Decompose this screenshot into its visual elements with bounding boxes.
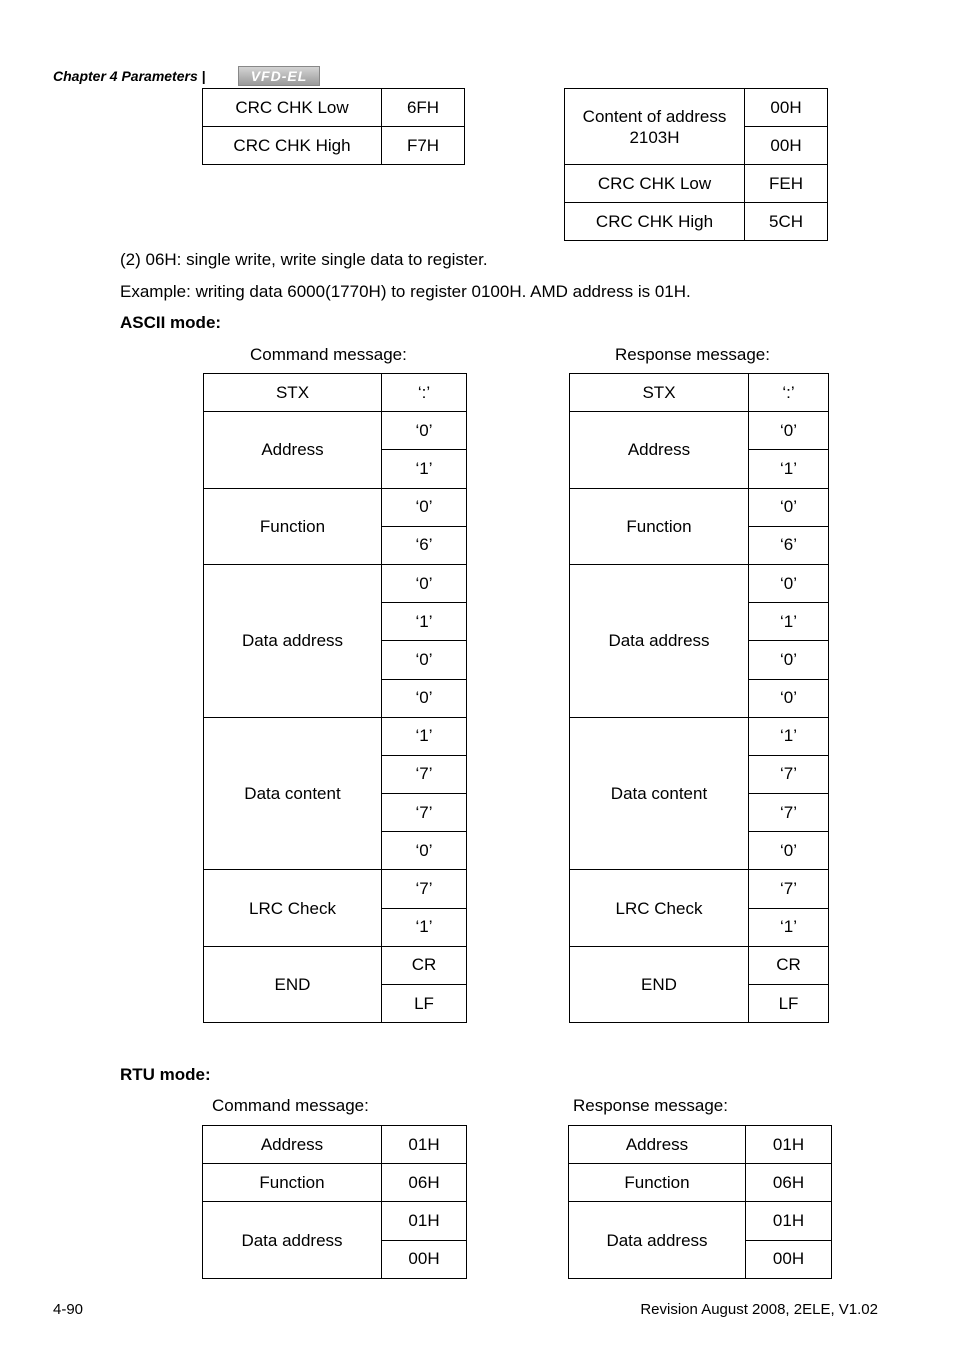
field-label: Data content — [204, 717, 382, 870]
field-value: ‘7’ — [382, 794, 467, 832]
ascii-response-table — [569, 373, 829, 1023]
field-label: Address — [203, 1126, 382, 1164]
field-label: Data address — [204, 564, 382, 717]
field-value: LF — [382, 985, 467, 1023]
field-value: ‘0’ — [382, 412, 467, 450]
field-value: ‘0’ — [382, 832, 467, 870]
rtu-command-caption: Command message: — [212, 1096, 369, 1115]
table-row — [204, 412, 467, 450]
field-value: ‘6’ — [382, 526, 467, 564]
field-value: ‘:’ — [382, 374, 467, 412]
field-label: END — [570, 946, 749, 1022]
table-row — [565, 89, 828, 127]
field-value: ‘1’ — [749, 450, 829, 488]
field-value: 00H — [745, 89, 828, 127]
header-separator: | — [201, 68, 206, 84]
field-value: ‘:’ — [749, 374, 829, 412]
field-value: ‘0’ — [382, 564, 467, 602]
field-label: Data address — [570, 564, 749, 717]
vfd-el-logo: VFD-EL — [238, 66, 320, 86]
field-label: Data address — [203, 1202, 382, 1278]
field-label: CRC CHK High — [565, 203, 745, 241]
table-row — [204, 564, 467, 602]
field-value: ‘0’ — [749, 564, 829, 602]
field-value: ‘1’ — [749, 717, 829, 755]
table-row — [203, 1164, 467, 1202]
field-value: ‘6’ — [749, 526, 829, 564]
field-value: ‘0’ — [382, 488, 467, 526]
table-row — [203, 127, 465, 165]
field-value: ‘1’ — [382, 717, 467, 755]
crc-table-left — [202, 88, 465, 165]
response-crc-table-right — [564, 88, 828, 241]
field-label: STX — [204, 374, 382, 412]
field-label: Address — [569, 1126, 746, 1164]
field-value: ‘1’ — [382, 603, 467, 641]
field-value: F7H — [382, 127, 465, 165]
field-value: LF — [749, 985, 829, 1023]
field-value: CR — [749, 946, 829, 984]
table-row — [569, 1202, 832, 1240]
revision-info: Revision August 2008, 2ELE, V1.02 — [640, 1301, 878, 1318]
field-label: STX — [570, 374, 749, 412]
field-value: ‘7’ — [749, 870, 829, 908]
field-value: FEH — [745, 165, 828, 203]
field-label: CRC CHK Low — [565, 165, 745, 203]
table-row — [570, 374, 829, 412]
table-row — [204, 374, 467, 412]
field-label: LRC Check — [570, 870, 749, 946]
field-value: 06H — [746, 1164, 832, 1202]
field-label: LRC Check — [204, 870, 382, 946]
field-value: ‘0’ — [749, 679, 829, 717]
rtu-heading: RTU mode: — [120, 1065, 211, 1084]
chapter-title: Chapter 4 Parameters — [53, 68, 198, 84]
field-value: 00H — [746, 1240, 832, 1278]
table-row — [570, 946, 829, 984]
page-number: 4-90 — [53, 1301, 84, 1318]
field-value: ‘0’ — [749, 412, 829, 450]
rtu-command-table — [202, 1125, 467, 1279]
field-value: 6FH — [382, 89, 465, 127]
field-label: Data content — [570, 717, 749, 870]
chapter-header — [53, 68, 206, 84]
field-value: ‘0’ — [749, 488, 829, 526]
field-value: ‘0’ — [382, 679, 467, 717]
field-label: Function — [204, 488, 382, 564]
table-row — [203, 1126, 467, 1164]
field-value: ‘0’ — [382, 641, 467, 679]
table-row — [565, 203, 828, 241]
field-value: ‘7’ — [382, 870, 467, 908]
table-row — [565, 165, 828, 203]
table-row — [204, 946, 467, 984]
field-label: Function — [569, 1164, 746, 1202]
example-text: Example: writing data 6000(1770H) to register 0100H. AMD address is 01H. — [120, 282, 691, 301]
field-label: Function — [203, 1164, 382, 1202]
field-label: Data address — [569, 1202, 746, 1278]
field-label: CRC CHK High — [203, 127, 382, 165]
table-row — [569, 1164, 832, 1202]
field-value: ‘0’ — [749, 832, 829, 870]
table-row — [204, 717, 467, 755]
table-row — [203, 1202, 467, 1240]
field-label: Function — [570, 488, 749, 564]
table-row — [570, 412, 829, 450]
field-label: CRC CHK Low — [203, 89, 382, 127]
rtu-response-table — [568, 1125, 832, 1279]
field-value: 00H — [745, 127, 828, 165]
table-row — [570, 564, 829, 602]
field-value: ‘1’ — [749, 908, 829, 946]
field-value: 5CH — [745, 203, 828, 241]
rtu-response-caption: Response message: — [573, 1096, 728, 1115]
section-title: (2) 06H: single write, write single data to register. — [120, 250, 488, 269]
field-value: ‘7’ — [382, 755, 467, 793]
table-row — [570, 488, 829, 526]
field-value: 06H — [382, 1164, 467, 1202]
field-value: 00H — [382, 1240, 467, 1278]
field-value: 01H — [382, 1126, 467, 1164]
field-value: 01H — [382, 1202, 467, 1240]
table-row — [204, 870, 467, 908]
field-label: Content of address 2103H — [565, 89, 745, 165]
ascii-heading: ASCII mode: — [120, 313, 222, 332]
field-value: ‘1’ — [382, 908, 467, 946]
table-row — [569, 1126, 832, 1164]
field-value: CR — [382, 946, 467, 984]
field-value: ‘1’ — [382, 450, 467, 488]
table-row — [203, 89, 465, 127]
field-value: ‘7’ — [749, 755, 829, 793]
field-value: ‘0’ — [749, 641, 829, 679]
field-value: ‘7’ — [749, 794, 829, 832]
field-value: 01H — [746, 1202, 832, 1240]
ascii-command-table — [203, 373, 467, 1023]
field-value: 01H — [746, 1126, 832, 1164]
ascii-command-caption: Command message: — [250, 345, 407, 364]
table-row — [570, 870, 829, 908]
field-label: Address — [204, 412, 382, 488]
field-label: Address — [570, 412, 749, 488]
table-row — [570, 717, 829, 755]
ascii-response-caption: Response message: — [615, 345, 770, 364]
field-label: END — [204, 946, 382, 1022]
table-row — [204, 488, 467, 526]
field-value: ‘1’ — [749, 603, 829, 641]
